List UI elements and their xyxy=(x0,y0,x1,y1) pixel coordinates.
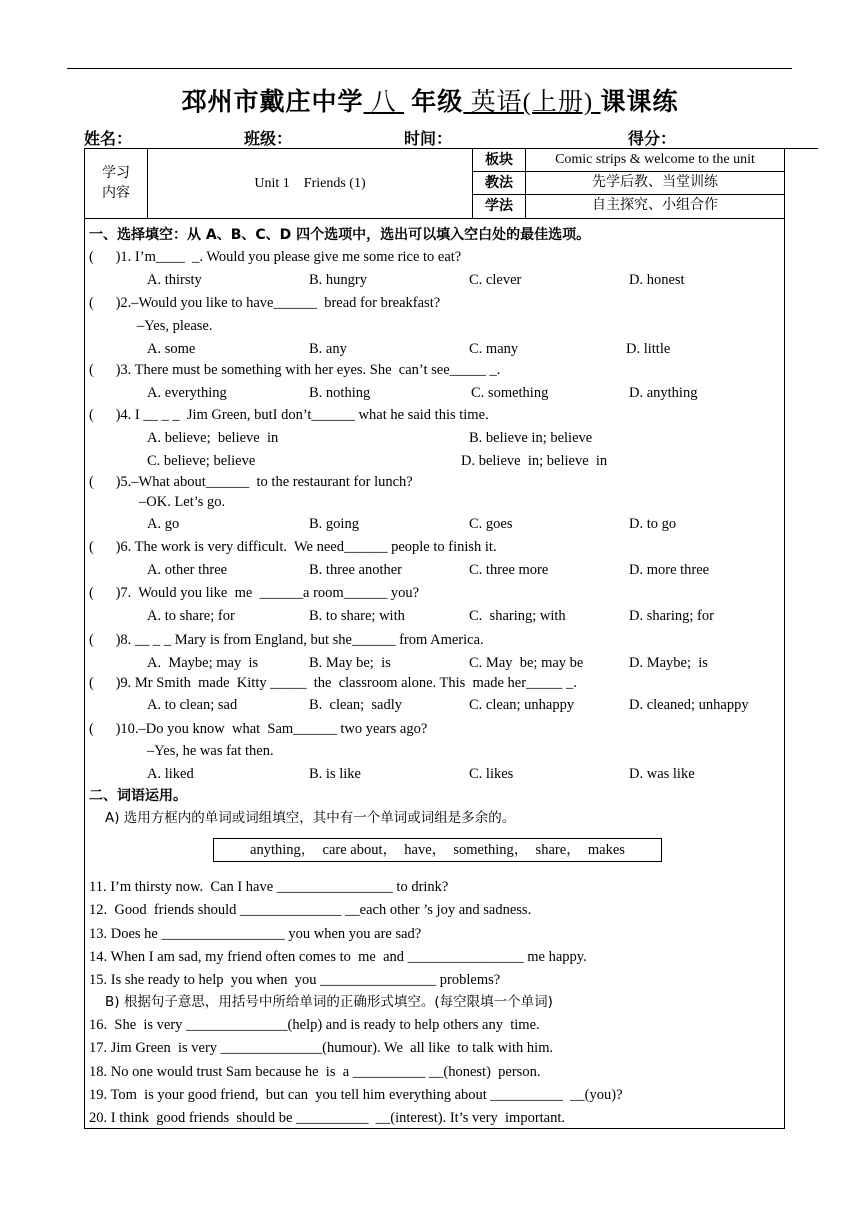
name-label: 姓名： xyxy=(84,131,133,148)
option: C. sharing; with xyxy=(469,608,566,624)
question-10: ( )10.–Do you know what Sam______ two years ago? xyxy=(89,721,428,737)
score-label: 得分： xyxy=(628,131,677,148)
question-3: ( )3. There must be something with her eyes. She can’t see_____ _. xyxy=(89,362,501,378)
option: B. any xyxy=(309,341,347,357)
time-label: 时间： xyxy=(404,131,453,148)
fill-item: 13. Does he _________________ you when you are sad? xyxy=(89,926,422,942)
option: A. liked xyxy=(147,766,194,782)
fill-item: 18. No one would trust Sam because he is a __________ __(honest) person. xyxy=(89,1064,541,1080)
page-title xyxy=(0,82,860,118)
option: A. to clean; sad xyxy=(147,697,238,713)
study-content-table xyxy=(85,149,784,219)
study-content-label: 学习 内容 xyxy=(85,149,148,218)
option: B. three another xyxy=(309,562,403,578)
name-blank[interactable] xyxy=(132,132,244,149)
option: B. believe in; believe xyxy=(469,430,593,446)
table-row-learning: 学法 自主探究、小组合作 xyxy=(473,195,784,218)
answer-line: –Yes, he was fat then. xyxy=(147,743,274,759)
fill-item: 11. I’m thirsty now. Can I have ________________ to drink? xyxy=(89,879,449,895)
fill-item: 16. She is very ______________(help) and is ready to help others any time. xyxy=(89,1017,540,1033)
option: D. anything xyxy=(629,385,698,401)
option: D. cleaned; unhappy xyxy=(629,697,749,713)
option: D. was like xyxy=(629,766,695,782)
fill-item: 12. Good friends should ______________ __each other ’s joy and sadness. xyxy=(89,902,532,918)
part-b-instruction: B) 根据句子意思，用括号中所给单词的正确形式填空。(每空限填一个单词) xyxy=(105,994,553,1010)
table-row-teaching: 教法 先学后教、当堂训练 xyxy=(473,172,784,195)
option: A. to share; for xyxy=(147,608,235,624)
option: B. hungry xyxy=(309,272,367,288)
option: C. three more xyxy=(469,562,549,578)
option: A. Maybe; may is xyxy=(147,655,259,671)
question-4: ( )4. I __ _ _ Jim Green, butI don’t______ what he said this time. xyxy=(89,407,489,423)
part-a-instruction: A) 选用方框内的单词或词组填空，其中有一个单词或词组是多余的。 xyxy=(105,810,516,826)
fill-item: 15. Is she ready to help you when you ________________ problems? xyxy=(89,972,501,988)
option: D. sharing; for xyxy=(629,608,714,624)
question-9: ( )9. Mr Smith made Kitty _____ the classroom alone. This made her_____ _. xyxy=(89,675,577,691)
fill-item: 14. When I am sad, my friend often comes to me and ________________ me happy. xyxy=(89,949,587,965)
option: C. May be; may be xyxy=(469,655,584,671)
answer-line: –Yes, please. xyxy=(137,318,213,334)
option: B. May be; is xyxy=(309,655,391,671)
grade-word: 年级 xyxy=(411,89,464,116)
grade-value: 八 xyxy=(370,89,397,116)
option: A. everything xyxy=(147,385,227,401)
subject-value: 英语(上册) xyxy=(470,89,594,116)
option: B. clean; sadly xyxy=(309,697,403,713)
option: C. something xyxy=(471,385,549,401)
option: D. more three xyxy=(629,562,710,578)
fill-item: 17. Jim Green is very ______________(humour). We all like to talk with him. xyxy=(89,1040,554,1056)
option: C. clever xyxy=(469,272,522,288)
section-1-heading: 一、选择填空：从 A、B、C、D 四个选项中，选出可以填入空白处的最佳选项。 xyxy=(89,227,591,243)
option: D. believe in; believe in xyxy=(461,453,608,469)
option: B. going xyxy=(309,516,359,532)
unit-title: Unit 1 Friends (1) xyxy=(148,149,473,218)
time-blank[interactable] xyxy=(452,132,582,149)
question-7: ( )7. Would you like me ______a room______ you? xyxy=(89,585,420,601)
option: C. believe; believe xyxy=(147,453,256,469)
question-5: ( )5.–What about______ to the restaurant for lunch? xyxy=(89,474,413,490)
option: A. some xyxy=(147,341,196,357)
option: A. thirsty xyxy=(147,272,202,288)
option: D. to go xyxy=(629,516,677,532)
question-1: ( )1. I’m____ _. Would you please give me some rice to eat? xyxy=(89,249,462,265)
section-2-heading: 二、词语运用。 xyxy=(89,788,187,804)
option: D. honest xyxy=(629,272,685,288)
table-row-block: 板块 Comic strips & welcome to the unit xyxy=(473,149,784,172)
answer-line: –OK. Let’s go. xyxy=(139,494,226,510)
header-rule xyxy=(67,68,792,69)
score-blank[interactable] xyxy=(676,132,818,149)
worksheet-frame xyxy=(84,148,785,1129)
question-2: ( )2.–Would you like to have______ bread for breakfast? xyxy=(89,295,441,311)
fill-item: 19. Tom is your good friend, but can you tell him everything about __________ __(you)? xyxy=(89,1087,623,1103)
student-info-line xyxy=(84,126,818,149)
option: D. little xyxy=(626,341,671,357)
option: A. go xyxy=(147,516,180,532)
option: C. likes xyxy=(469,766,514,782)
school-name: 邳州市戴庄中学 xyxy=(181,89,364,116)
option: B. to share; with xyxy=(309,608,405,624)
title-tail: 课课练 xyxy=(600,89,679,116)
option: B. is like xyxy=(309,766,361,782)
option: C. clean; unhappy xyxy=(469,697,575,713)
option: B. nothing xyxy=(309,385,371,401)
option: A. other three xyxy=(147,562,228,578)
class-blank[interactable] xyxy=(292,132,404,149)
class-label: 班级： xyxy=(244,131,293,148)
option: D. Maybe; is xyxy=(629,655,708,671)
question-6: ( )6. The work is very difficult. We need______ people to finish it. xyxy=(89,539,497,555)
fill-item: 20. I think good friends should be __________ __(interest). It’s very important. xyxy=(89,1110,566,1126)
option: A. believe; believe in xyxy=(147,430,279,446)
option: C. goes xyxy=(469,516,513,532)
question-8: ( )8. __ _ _ Mary is from England, but she______ from America. xyxy=(89,632,484,648)
option: C. many xyxy=(469,341,519,357)
word-box: anything， care about， have， something， share， makes xyxy=(213,838,662,862)
